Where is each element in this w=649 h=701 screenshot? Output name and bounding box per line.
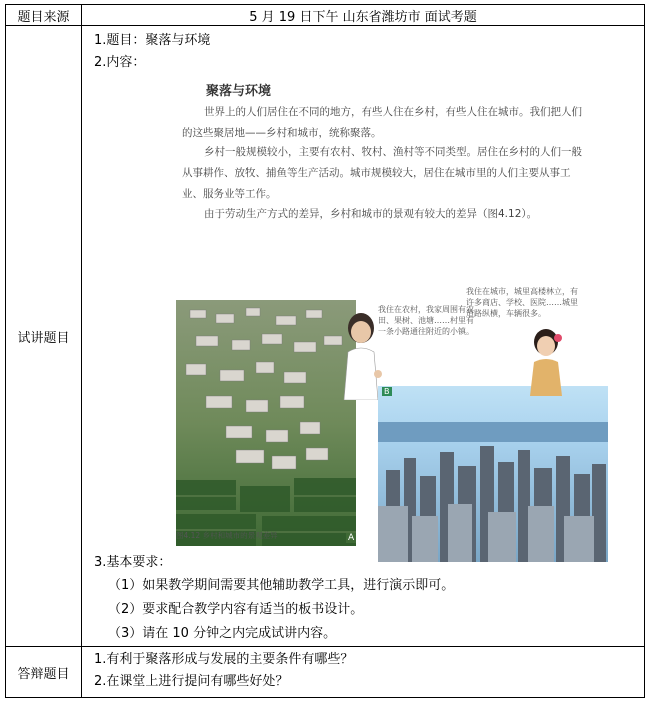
requirement-3: （3）请在 10 分钟之内完成试讲内容。 <box>108 626 337 641</box>
content-label: 2.内容： <box>94 55 146 70</box>
defense-label: 答辩题目 <box>6 647 82 698</box>
rural-speech-bubble: 我住在农村，我家周围有农田、果树、池塘……村里有一条小路通往附近的小镇。 <box>378 305 474 336</box>
defense-question-1: 1.有利于聚落形成与发展的主要条件有哪些？ <box>94 652 354 667</box>
exam-table <box>5 4 645 698</box>
textbook-para-1: 世界上的人们居住在不同的地方，有些人住在乡村，有些人住在城市。我们把人们的这些聚居地——乡村和城市，统称聚落。 <box>182 106 582 139</box>
textbook-para-3: 由于劳动生产方式的差异，乡村和城市的景观有较大的差异（图4.12）。 <box>204 208 538 220</box>
source-value: 5 月 19 日下午 山东省潍坊市 面试考题 <box>82 5 645 26</box>
textbook-title: 聚落与环境 <box>206 84 272 99</box>
city-speech-bubble: 我住在城市，城里高楼林立，有许多商店、学校、医院……城里道路纵横，车辆很多。 <box>466 287 578 318</box>
defense-content <box>82 647 645 698</box>
lecture-topic: 1.题目：聚落与环境 <box>94 33 211 48</box>
lecture-label: 试讲题目 <box>6 26 82 647</box>
city-skyline-photo <box>378 386 608 562</box>
requirements-label: 3.基本要求： <box>94 555 172 570</box>
requirement-1: （1）如果教学期间需要其他辅助教学工具，进行演示即可。 <box>108 578 455 593</box>
city-child-figure <box>524 326 568 396</box>
figure-caption: 图4.12 乡村和城市的景观差异 <box>176 531 278 540</box>
rural-village-photo <box>176 300 356 546</box>
lecture-content <box>82 26 645 647</box>
defense-question-2: 2.在课堂上进行提问有哪些好处？ <box>94 674 289 689</box>
textbook-para-2: 乡村一般规模较小，主要有农村、牧村、渔村等不同类型。居住在乡村的人们一般从事耕作、放牧、捕鱼等生产活动。城市规模较大，居住在城市里的人们主要从事工业、服务业等工作。 <box>182 146 582 200</box>
requirement-2: （2）要求配合教学内容有适当的板书设计。 <box>108 602 364 617</box>
textbook-excerpt <box>138 78 608 548</box>
photo-marker-a: A <box>348 533 355 543</box>
source-label: 题目来源 <box>6 5 82 26</box>
photo-marker-b: B <box>384 387 390 396</box>
